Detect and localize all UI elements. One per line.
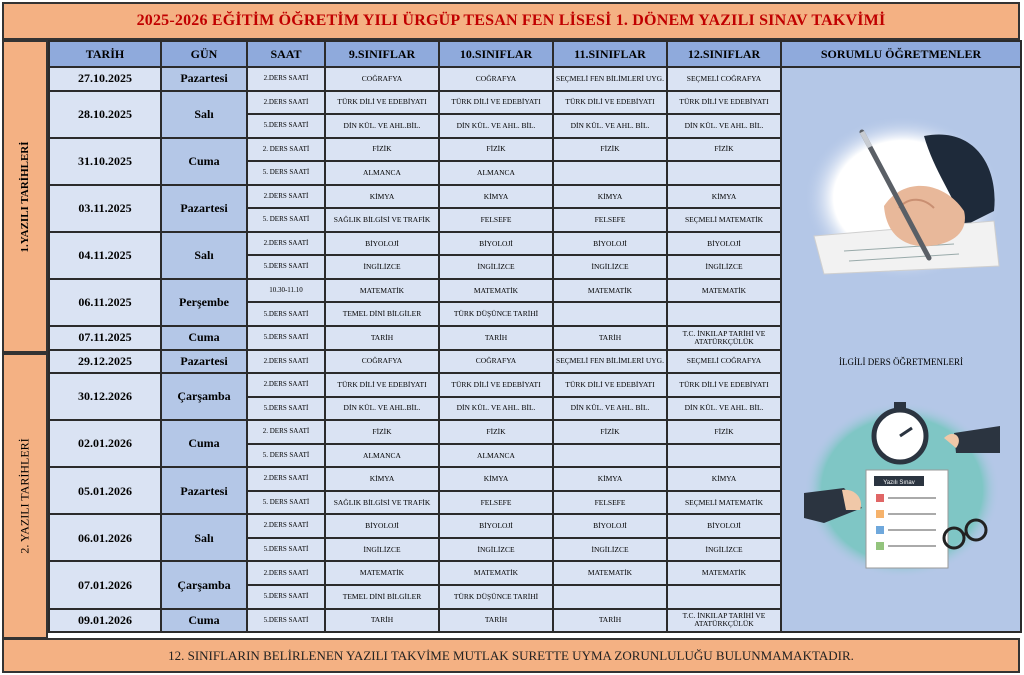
grade-11-subject bbox=[553, 585, 667, 609]
exam-date: 30.12.2026 bbox=[49, 373, 161, 420]
grade-11-subject: İNGİLİZCE bbox=[553, 538, 667, 562]
grade-12-subject: BİYOLOJİ bbox=[667, 514, 781, 538]
exam-day: Cuma bbox=[161, 326, 247, 350]
exam-date: 07.01.2026 bbox=[49, 561, 161, 608]
exam-date: 07.11.2025 bbox=[49, 326, 161, 350]
grade-11-subject: MATEMATİK bbox=[553, 561, 667, 585]
side-label-second-exams bbox=[2, 353, 48, 639]
grade-11-subject: BİYOLOJİ bbox=[553, 232, 667, 256]
grade-11-subject: BİYOLOJİ bbox=[553, 514, 667, 538]
exam-time: 5. DERS SAATİ bbox=[247, 208, 325, 232]
exam-time: 5.DERS SAATİ bbox=[247, 255, 325, 279]
header-responsible-teachers: SORUMLU ÖĞRETMENLER bbox=[781, 41, 1021, 67]
footer-note bbox=[2, 638, 1020, 673]
writing-hand-illustration bbox=[804, 116, 1002, 280]
grade-9-subject: TARİH bbox=[325, 609, 439, 633]
header-grade-9: 9.SINIFLAR bbox=[325, 41, 439, 67]
exam-day: Çarşamba bbox=[161, 373, 247, 420]
grade-9-subject: COĞRAFYA bbox=[325, 67, 439, 91]
exam-paper-label: Yazılı Sınav bbox=[883, 480, 915, 486]
side-label-text-1: 1.YAZILI TARİHLERİ bbox=[19, 140, 31, 253]
grade-10-subject: MATEMATİK bbox=[439, 279, 553, 303]
exam-day: Cuma bbox=[161, 609, 247, 633]
exam-time: 5.DERS SAATİ bbox=[247, 538, 325, 562]
grade-12-subject bbox=[667, 444, 781, 468]
exam-time: 2. DERS SAATİ bbox=[247, 420, 325, 444]
grade-11-subject: SEÇMELİ FEN BİLİMLERİ UYG. bbox=[553, 350, 667, 374]
grade-11-subject: KİMYA bbox=[553, 467, 667, 491]
grade-9-subject: İNGİLİZCE bbox=[325, 538, 439, 562]
grade-10-subject: FELSEFE bbox=[439, 208, 553, 232]
exam-time: 2.DERS SAATİ bbox=[247, 185, 325, 209]
grade-12-subject bbox=[667, 585, 781, 609]
grade-9-subject: BİYOLOJİ bbox=[325, 514, 439, 538]
side-label-first-exams bbox=[2, 40, 48, 353]
exam-day: Salı bbox=[161, 91, 247, 138]
grade-11-subject bbox=[553, 302, 667, 326]
grade-10-subject: TARİH bbox=[439, 609, 553, 633]
grade-12-subject: SEÇMELİ COĞRAFYA bbox=[667, 350, 781, 374]
header-grade-10: 10.SINIFLAR bbox=[439, 41, 553, 67]
grade-10-subject: İNGİLİZCE bbox=[439, 255, 553, 279]
exam-time: 2.DERS SAATİ bbox=[247, 350, 325, 374]
grade-12-subject bbox=[667, 161, 781, 185]
exam-date: 29.12.2025 bbox=[49, 350, 161, 374]
exam-schedule-table bbox=[48, 40, 1022, 633]
exam-time: 5.DERS SAATİ bbox=[247, 397, 325, 421]
grade-10-subject: MATEMATİK bbox=[439, 561, 553, 585]
grade-11-subject: DİN KÜL. VE AHL. BİL. bbox=[553, 114, 667, 138]
exam-time: 5. DERS SAATİ bbox=[247, 444, 325, 468]
grade-11-subject: KİMYA bbox=[553, 185, 667, 209]
grade-10-subject: TARİH bbox=[439, 326, 553, 350]
grade-11-subject: TÜRK DİLİ VE EDEBİYATI bbox=[553, 91, 667, 115]
grade-12-subject: TÜRK DİLİ VE EDEBİYATI bbox=[667, 91, 781, 115]
grade-11-subject: MATEMATİK bbox=[553, 279, 667, 303]
grade-10-subject: COĞRAFYA bbox=[439, 67, 553, 91]
grade-11-subject: FELSEFE bbox=[553, 208, 667, 232]
grade-9-subject: DİN KÜL. VE AHL.BİL. bbox=[325, 397, 439, 421]
grade-11-subject: FELSEFE bbox=[553, 491, 667, 515]
grade-11-subject bbox=[553, 161, 667, 185]
grade-10-subject: BİYOLOJİ bbox=[439, 514, 553, 538]
exam-date: 28.10.2025 bbox=[49, 91, 161, 138]
grade-10-subject: İNGİLİZCE bbox=[439, 538, 553, 562]
exam-date: 02.01.2026 bbox=[49, 420, 161, 467]
grade-9-subject: BİYOLOJİ bbox=[325, 232, 439, 256]
grade-10-subject: KİMYA bbox=[439, 185, 553, 209]
grade-10-subject: KİMYA bbox=[439, 467, 553, 491]
exam-day: Cuma bbox=[161, 420, 247, 467]
grade-10-subject: TÜRK DÜŞÜNCE TARİHİ bbox=[439, 585, 553, 609]
exam-day: Cuma bbox=[161, 138, 247, 185]
exam-day: Perşembe bbox=[161, 279, 247, 326]
grade-11-subject: TARİH bbox=[553, 609, 667, 633]
exam-day: Pazartesi bbox=[161, 350, 247, 374]
grade-12-subject: KİMYA bbox=[667, 467, 781, 491]
grade-12-subject: FİZİK bbox=[667, 420, 781, 444]
grade-12-subject bbox=[667, 302, 781, 326]
grade-12-subject: KİMYA bbox=[667, 185, 781, 209]
exam-time: 5.DERS SAATİ bbox=[247, 326, 325, 350]
exam-time: 2.DERS SAATİ bbox=[247, 67, 325, 91]
grade-9-subject: İNGİLİZCE bbox=[325, 255, 439, 279]
exam-time: 5.DERS SAATİ bbox=[247, 585, 325, 609]
grade-12-subject: T.C. İNKILAP TARİHİ VE ATATÜRKÇÜLÜK bbox=[667, 326, 781, 350]
grade-9-subject: SAĞLIK BİLGİSİ VE TRAFİK bbox=[325, 208, 439, 232]
exam-day: Pazartesi bbox=[161, 467, 247, 514]
exam-paper-stopwatch-illustration bbox=[804, 398, 1000, 578]
exam-date: 04.11.2025 bbox=[49, 232, 161, 279]
grade-12-subject: SEÇMELİ COĞRAFYA bbox=[667, 67, 781, 91]
grade-9-subject: MATEMATİK bbox=[325, 561, 439, 585]
side-label-text-2: 2. YAZILI TARİHLERİ bbox=[17, 438, 32, 554]
grade-12-subject: T.C. İNKILAP TARİHİ VE ATATÜRKÇÜLÜK bbox=[667, 609, 781, 633]
grade-9-subject: COĞRAFYA bbox=[325, 350, 439, 374]
grade-12-subject: İNGİLİZCE bbox=[667, 255, 781, 279]
exam-time: 10.30-11.10 bbox=[247, 279, 325, 303]
exam-time: 5. DERS SAATİ bbox=[247, 491, 325, 515]
exam-time: 2.DERS SAATİ bbox=[247, 232, 325, 256]
grade-10-subject: FELSEFE bbox=[439, 491, 553, 515]
exam-date: 27.10.2025 bbox=[49, 67, 161, 91]
grade-9-subject: FİZİK bbox=[325, 420, 439, 444]
exam-time: 2. DERS SAATİ bbox=[247, 138, 325, 162]
header-grade-11: 11.SINIFLAR bbox=[553, 41, 667, 67]
grade-12-subject: TÜRK DİLİ VE EDEBİYATI bbox=[667, 373, 781, 397]
exam-day: Salı bbox=[161, 514, 247, 561]
grade-11-subject: TARİH bbox=[553, 326, 667, 350]
exam-time: 5.DERS SAATİ bbox=[247, 114, 325, 138]
grade-9-subject: MATEMATİK bbox=[325, 279, 439, 303]
grade-9-subject: TÜRK DİLİ VE EDEBİYATI bbox=[325, 373, 439, 397]
grade-10-subject: COĞRAFYA bbox=[439, 350, 553, 374]
exam-date: 06.01.2026 bbox=[49, 514, 161, 561]
grade-12-subject: FİZİK bbox=[667, 138, 781, 162]
grade-9-subject: KİMYA bbox=[325, 467, 439, 491]
grade-10-subject: ALMANCA bbox=[439, 444, 553, 468]
exam-date: 03.11.2025 bbox=[49, 185, 161, 232]
grade-12-subject: MATEMATİK bbox=[667, 561, 781, 585]
exam-time: 5.DERS SAATİ bbox=[247, 302, 325, 326]
exam-date: 09.01.2026 bbox=[49, 609, 161, 633]
responsible-teachers-cell bbox=[781, 67, 1021, 632]
grade-9-subject: FİZİK bbox=[325, 138, 439, 162]
grade-10-subject: TÜRK DİLİ VE EDEBİYATI bbox=[439, 373, 553, 397]
grade-10-subject: BİYOLOJİ bbox=[439, 232, 553, 256]
grade-10-subject: FİZİK bbox=[439, 420, 553, 444]
grade-11-subject bbox=[553, 444, 667, 468]
exam-time: 2.DERS SAATİ bbox=[247, 91, 325, 115]
grade-10-subject: ALMANCA bbox=[439, 161, 553, 185]
grade-12-subject: İNGİLİZCE bbox=[667, 538, 781, 562]
grade-10-subject: DİN KÜL. VE AHL. BİL. bbox=[439, 397, 553, 421]
exam-date: 05.01.2026 bbox=[49, 467, 161, 514]
grade-9-subject: KİMYA bbox=[325, 185, 439, 209]
page-title: 2025-2026 EĞİTİM ÖĞRETİM YILI ÜRGÜP TESAN FEN LİSESİ 1. DÖNEM YAZILI SINAV TAKVİMİ bbox=[136, 12, 886, 29]
exam-day: Pazartesi bbox=[161, 185, 247, 232]
grade-12-subject: SEÇMELİ MATEMATİK bbox=[667, 491, 781, 515]
grade-11-subject: TÜRK DİLİ VE EDEBİYATI bbox=[553, 373, 667, 397]
grade-12-subject: DİN KÜL. VE AHL. BİL. bbox=[667, 114, 781, 138]
exam-time: 2.DERS SAATİ bbox=[247, 467, 325, 491]
header-grade-12: 12.SINIFLAR bbox=[667, 41, 781, 67]
exam-day: Çarşamba bbox=[161, 561, 247, 608]
exam-date: 31.10.2025 bbox=[49, 138, 161, 185]
grade-11-subject: SEÇMELİ FEN BİLİMLERİ UYG. bbox=[553, 67, 667, 91]
grade-9-subject: SAĞLIK BİLGİSİ VE TRAFİK bbox=[325, 491, 439, 515]
grade-9-subject: TARİH bbox=[325, 326, 439, 350]
grade-11-subject: İNGİLİZCE bbox=[553, 255, 667, 279]
grade-10-subject: FİZİK bbox=[439, 138, 553, 162]
exam-day: Salı bbox=[161, 232, 247, 279]
grade-9-subject: TEMEL DİNİ BİLGİLER bbox=[325, 585, 439, 609]
grade-9-subject: ALMANCA bbox=[325, 161, 439, 185]
grade-11-subject: FİZİK bbox=[553, 420, 667, 444]
header-day: GÜN bbox=[161, 41, 247, 67]
header-time: SAAT bbox=[247, 41, 325, 67]
grade-12-subject: SEÇMELİ MATEMATİK bbox=[667, 208, 781, 232]
grade-12-subject: MATEMATİK bbox=[667, 279, 781, 303]
grade-10-subject: DİN KÜL. VE AHL. BİL. bbox=[439, 114, 553, 138]
header-row bbox=[49, 41, 1021, 67]
exam-row bbox=[49, 67, 1021, 91]
grade-10-subject: TÜRK DÜŞÜNCE TARİHİ bbox=[439, 302, 553, 326]
exam-time: 2.DERS SAATİ bbox=[247, 561, 325, 585]
exam-time: 2.DERS SAATİ bbox=[247, 514, 325, 538]
grade-12-subject: BİYOLOJİ bbox=[667, 232, 781, 256]
title-bar bbox=[2, 2, 1020, 40]
grade-9-subject: ALMANCA bbox=[325, 444, 439, 468]
footer-text: 12. SINIFLARIN BELİRLENEN YAZILI TAKVİME MUTLAK SURETTE UYMA ZORUNLULUĞU BULUNMAMAKTADIR. bbox=[168, 647, 854, 663]
exam-day: Pazartesi bbox=[161, 67, 247, 91]
grade-11-subject: DİN KÜL. VE AHL. BİL. bbox=[553, 397, 667, 421]
exam-time: 5. DERS SAATİ bbox=[247, 161, 325, 185]
grade-10-subject: TÜRK DİLİ VE EDEBİYATI bbox=[439, 91, 553, 115]
grade-9-subject: DİN KÜL. VE AHL.BİL. bbox=[325, 114, 439, 138]
grade-9-subject: TÜRK DİLİ VE EDEBİYATI bbox=[325, 91, 439, 115]
grade-9-subject: TEMEL DİNİ BİLGİLER bbox=[325, 302, 439, 326]
header-date: TARİH bbox=[49, 41, 161, 67]
responsible-teachers-text: İLGİLİ DERS ÖĞRETMENLERİ bbox=[839, 357, 963, 367]
exam-time: 5.DERS SAATİ bbox=[247, 609, 325, 633]
exam-date: 06.11.2025 bbox=[49, 279, 161, 326]
grade-12-subject: DİN KÜL. VE AHL. BİL. bbox=[667, 397, 781, 421]
grade-11-subject: FİZİK bbox=[553, 138, 667, 162]
exam-time: 2.DERS SAATİ bbox=[247, 373, 325, 397]
